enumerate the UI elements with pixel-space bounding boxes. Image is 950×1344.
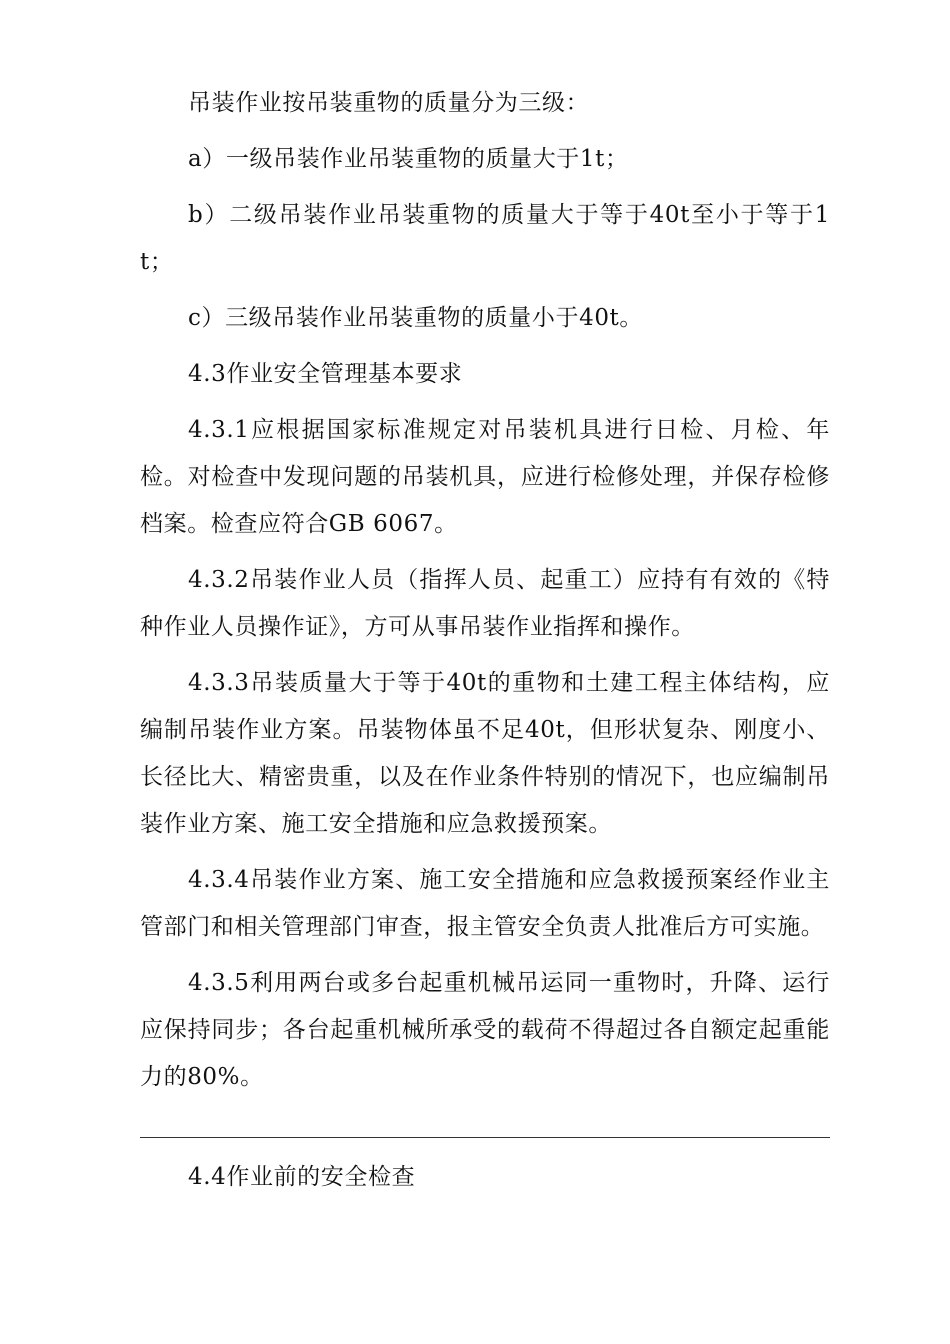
- section-heading-4-4: 4.4作业前的安全检查: [188, 1164, 416, 1190]
- document-body: [140, 80, 830, 1110]
- section-heading-4-3: 4.3作业安全管理基本要求: [188, 361, 463, 387]
- paragraph-level-a: a）一级吊装作业吊装重物的质量大于1t；: [188, 146, 629, 172]
- paragraph-intro: 吊装作业按吊装重物的质量分为三级：: [188, 90, 590, 116]
- paragraph-4-3-3: 4.3.3吊装质量大于等于40t的重物和土建工程主体结构，应编制吊装作业方案。吊装物体虽不足40t，但形状复杂、刚度小、长径比大、精密贵重，以及在作业条件特别的情况下，也应编制吊装作业方案、施工安全措施和应急救援预案。: [140, 670, 830, 837]
- paragraph-4-3-2: 4.3.2吊装作业人员（指挥人员、起重工）应持有有效的《特种作业人员操作证》，方可从事吊装作业指挥和操作。: [140, 567, 830, 640]
- paragraph-4-3-5: 4.3.5利用两台或多台起重机械吊运同一重物时，升降、运行应保持同步；各台起重机械所承受的载荷不得超过各自额定起重能力的80%。: [140, 970, 830, 1090]
- paragraph-4-3-4: 4.3.4吊装作业方案、施工安全措施和应急救援预案经作业主管部门和相关管理部门审查，报主管安全负责人批准后方可实施。: [140, 867, 830, 940]
- paragraph-level-c: c）三级吊装作业吊装重物的质量小于40t。: [188, 305, 643, 331]
- next-section: [140, 1154, 830, 1210]
- horizontal-divider: [140, 1137, 830, 1138]
- paragraph-4-3-1: 4.3.1应根据国家标准规定对吊装机具进行日检、月检、年检。对检查中发现问题的吊装机具，应进行检修处理，并保存检修档案。检查应符合GB 6067。: [140, 417, 830, 537]
- paragraph-level-b: b）二级吊装作业吊装重物的质量大于等于40t至小于等于1t；: [140, 202, 830, 275]
